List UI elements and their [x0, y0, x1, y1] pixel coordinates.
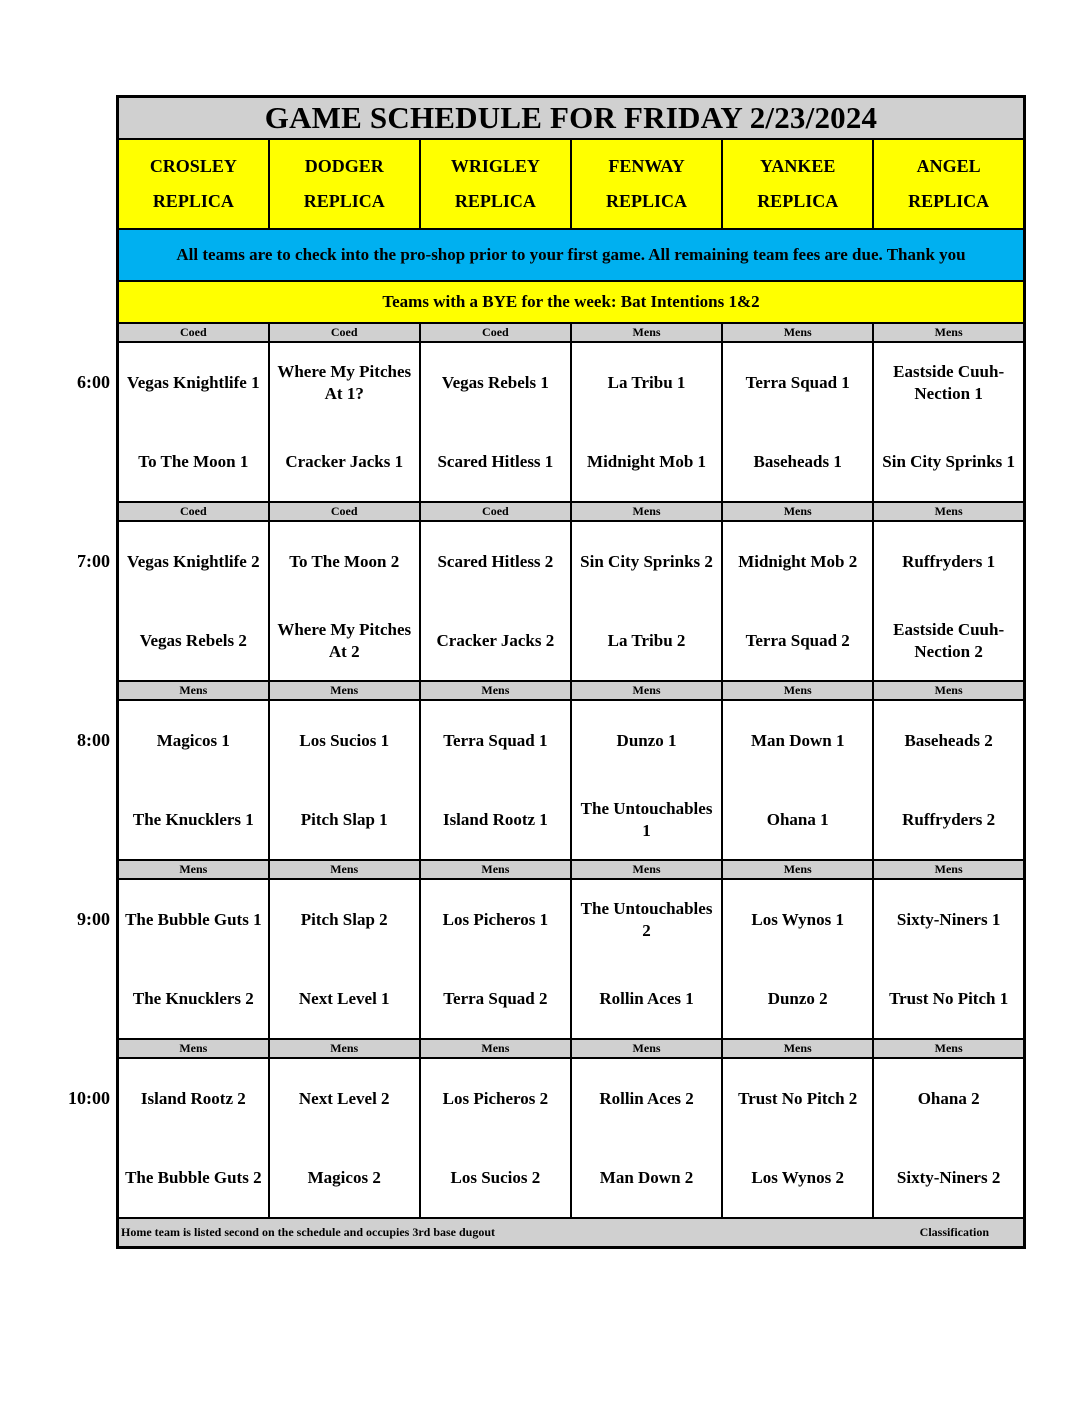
classification-label: Mens: [420, 860, 571, 879]
game-cell: [420, 521, 571, 681]
home-team: Ruffryders 2: [902, 809, 996, 829]
home-team: To The Moon 1: [138, 451, 249, 471]
classification-label: Coed: [269, 323, 420, 342]
game-cell: [269, 342, 420, 502]
away-team: Terra Squad 1: [443, 730, 548, 750]
game-row: [118, 1058, 1025, 1218]
game-cell: [269, 521, 420, 681]
classification-row: [118, 502, 1025, 521]
home-team: Next Level 1: [298, 988, 390, 1008]
home-team: Sixty-Niners 2: [896, 1167, 1001, 1187]
field-name: ANGEL: [916, 156, 981, 176]
classification-row: [118, 860, 1025, 879]
game-row: [118, 700, 1025, 860]
home-team: La Tribu 2: [607, 630, 686, 650]
classification-label: Mens: [269, 681, 420, 700]
footer-legend: Classification: [919, 1225, 989, 1239]
field-name: WRIGLEY: [450, 156, 540, 176]
field-subtitle: REPLICA: [757, 191, 839, 211]
away-team: Vegas Knightlife 1: [127, 372, 260, 392]
classification-label: Mens: [571, 681, 722, 700]
home-team: Baseheads 1: [753, 451, 842, 471]
away-team: To The Moon 2: [289, 551, 400, 571]
time-label: 7:00: [77, 551, 110, 571]
away-team: Ohana 2: [917, 1088, 980, 1108]
away-team: Pitch Slap 2: [300, 909, 388, 929]
home-team: Ohana 1: [766, 809, 829, 829]
field-header-row: [118, 139, 1025, 229]
home-team: Cracker Jacks 1: [285, 451, 404, 471]
field-header-wrigley: [420, 139, 571, 229]
game-cell: [722, 521, 873, 681]
classification-label: Mens: [722, 1039, 873, 1058]
home-team: Terra Squad 2: [745, 630, 850, 650]
classification-row: [118, 681, 1025, 700]
time-label: 8:00: [77, 730, 110, 750]
classification-label: Mens: [873, 1039, 1024, 1058]
game-cell: [571, 879, 722, 1039]
classification-row: [118, 323, 1025, 342]
game-cell: [873, 879, 1024, 1039]
home-team: Where My Pitches At 2: [277, 619, 412, 661]
time-label: 9:00: [77, 909, 110, 929]
field-header-angel: [873, 139, 1024, 229]
game-cell: [873, 521, 1024, 681]
field-name: DODGER: [304, 156, 384, 176]
field-header-fenway: [571, 139, 722, 229]
game-cell: [571, 1058, 722, 1218]
classification-label: Mens: [722, 860, 873, 879]
classification-label: Mens: [118, 860, 269, 879]
away-team: Sixty-Niners 1: [896, 909, 1001, 929]
field-header-dodger: [269, 139, 420, 229]
game-cell: [722, 342, 873, 502]
classification-label: Coed: [420, 323, 571, 342]
field-subtitle: REPLICA: [908, 191, 990, 211]
footer-note: Home team is listed second on the schedule and occupies 3rd base dugout: [121, 1225, 496, 1239]
game-cell: [118, 1058, 269, 1218]
away-team: Los Picheros 2: [442, 1088, 549, 1108]
away-team: Man Down 1: [750, 730, 845, 750]
away-team: Los Wynos 1: [751, 909, 844, 929]
away-team: Where My Pitches At 1?: [277, 361, 412, 403]
home-team: Terra Squad 2: [443, 988, 548, 1008]
classification-label: Mens: [118, 681, 269, 700]
time-label: 6:00: [77, 372, 110, 392]
classification-label: Mens: [722, 681, 873, 700]
away-team: The Untouchables 2: [580, 898, 713, 940]
field-subtitle: REPLICA: [303, 191, 385, 211]
classification-label: Coed: [118, 323, 269, 342]
schedule-table: [116, 95, 1026, 1249]
classification-label: Mens: [722, 502, 873, 521]
classification-label: Coed: [118, 502, 269, 521]
game-cell: [269, 1058, 420, 1218]
away-team: Island Rootz 2: [140, 1088, 246, 1108]
game-cell: [420, 342, 571, 502]
home-team: The Bubble Guts 2: [125, 1167, 262, 1187]
bye-banner: Teams with a BYE for the week: Bat Intentions 1&2: [118, 281, 1025, 323]
field-header-yankee: [722, 139, 873, 229]
game-cell: [571, 521, 722, 681]
classification-label: Mens: [571, 502, 722, 521]
notice-banner: All teams are to check into the pro-shop prior to your first game. All remaining team fees are due. Thank you: [118, 229, 1025, 281]
game-cell: [722, 1058, 873, 1218]
game-cell: [571, 700, 722, 860]
game-cell: [873, 700, 1024, 860]
field-subtitle: REPLICA: [152, 191, 234, 211]
home-team: Rollin Aces 1: [599, 988, 694, 1008]
field-header-crosley: [118, 139, 269, 229]
home-team: Vegas Rebels 2: [139, 630, 247, 650]
away-team: Trust No Pitch 2: [738, 1088, 858, 1108]
home-team: Dunzo 2: [767, 988, 828, 1008]
home-team: Cracker Jacks 2: [436, 630, 555, 650]
away-team: Rollin Aces 2: [599, 1088, 694, 1108]
away-team: Magicos 1: [156, 730, 230, 750]
away-team: Scared Hitless 2: [437, 551, 554, 571]
game-row: [118, 521, 1025, 681]
field-name: CROSLEY: [149, 156, 237, 176]
footer-cell: [118, 1218, 1025, 1248]
classification-label: Mens: [269, 860, 420, 879]
home-team: Scared Hitless 1: [437, 451, 554, 471]
home-team: The Knucklers 1: [132, 809, 254, 829]
game-row: [118, 342, 1025, 502]
away-team: Vegas Knightlife 2: [127, 551, 260, 571]
home-team: The Untouchables 1: [580, 798, 713, 840]
time-label: 10:00: [68, 1088, 110, 1108]
home-team: Midnight Mob 1: [587, 451, 707, 471]
game-cell: [873, 1058, 1024, 1218]
classification-label: Mens: [873, 681, 1024, 700]
away-team: La Tribu 1: [607, 372, 686, 392]
game-cell: [269, 879, 420, 1039]
away-team: Dunzo 1: [616, 730, 677, 750]
away-team: The Bubble Guts 1: [125, 909, 262, 929]
classification-label: Mens: [269, 1039, 420, 1058]
away-team: Midnight Mob 2: [738, 551, 858, 571]
away-team: Terra Squad 1: [745, 372, 850, 392]
game-cell: [118, 879, 269, 1039]
game-cell: [420, 1058, 571, 1218]
game-cell: [571, 342, 722, 502]
away-team: Next Level 2: [298, 1088, 390, 1108]
game-cell: [420, 879, 571, 1039]
classification-label: Mens: [571, 1039, 722, 1058]
game-cell: [420, 700, 571, 860]
classification-label: Mens: [873, 323, 1024, 342]
classification-label: Mens: [118, 1039, 269, 1058]
classification-label: Mens: [571, 860, 722, 879]
field-name: FENWAY: [608, 156, 685, 176]
home-team: Eastside Cuuh-Nection 2: [893, 619, 1005, 661]
away-team: Baseheads 2: [904, 730, 993, 750]
game-cell: [873, 342, 1024, 502]
classification-label: Mens: [420, 681, 571, 700]
page-title: GAME SCHEDULE FOR FRIDAY 2/23/2024: [118, 97, 1025, 140]
game-row: [118, 879, 1025, 1039]
footer-row: [118, 1218, 1025, 1248]
away-team: Vegas Rebels 1: [441, 372, 549, 392]
home-team: Los Wynos 2: [751, 1167, 844, 1187]
away-team: Los Picheros 1: [442, 909, 549, 929]
home-team: The Knucklers 2: [132, 988, 254, 1008]
game-cell: [118, 342, 269, 502]
game-cell: [722, 879, 873, 1039]
home-team: Man Down 2: [599, 1167, 694, 1187]
away-team: Los Sucios 1: [299, 730, 390, 750]
classification-label: Mens: [571, 323, 722, 342]
game-cell: [118, 700, 269, 860]
home-team: Island Rootz 1: [442, 809, 548, 829]
classification-row: [118, 1039, 1025, 1058]
classification-label: Coed: [420, 502, 571, 521]
field-name: YANKEE: [760, 156, 836, 176]
field-subtitle: REPLICA: [606, 191, 688, 211]
home-team: Trust No Pitch 1: [889, 988, 1009, 1008]
classification-label: Mens: [873, 502, 1024, 521]
classification-label: Mens: [420, 1039, 571, 1058]
field-subtitle: REPLICA: [454, 191, 536, 211]
classification-label: Coed: [269, 502, 420, 521]
classification-label: Mens: [873, 860, 1024, 879]
away-team: Eastside Cuuh-Nection 1: [893, 361, 1005, 403]
classification-label: Mens: [722, 323, 873, 342]
home-team: Sin City Sprinks 1: [882, 451, 1016, 471]
home-team: Pitch Slap 1: [300, 809, 388, 829]
away-team: Ruffryders 1: [902, 551, 996, 571]
home-team: Magicos 2: [307, 1167, 381, 1187]
game-cell: [722, 700, 873, 860]
game-cell: [269, 700, 420, 860]
game-cell: [118, 521, 269, 681]
away-team: Sin City Sprinks 2: [580, 551, 713, 571]
home-team: Los Sucios 2: [450, 1167, 541, 1187]
